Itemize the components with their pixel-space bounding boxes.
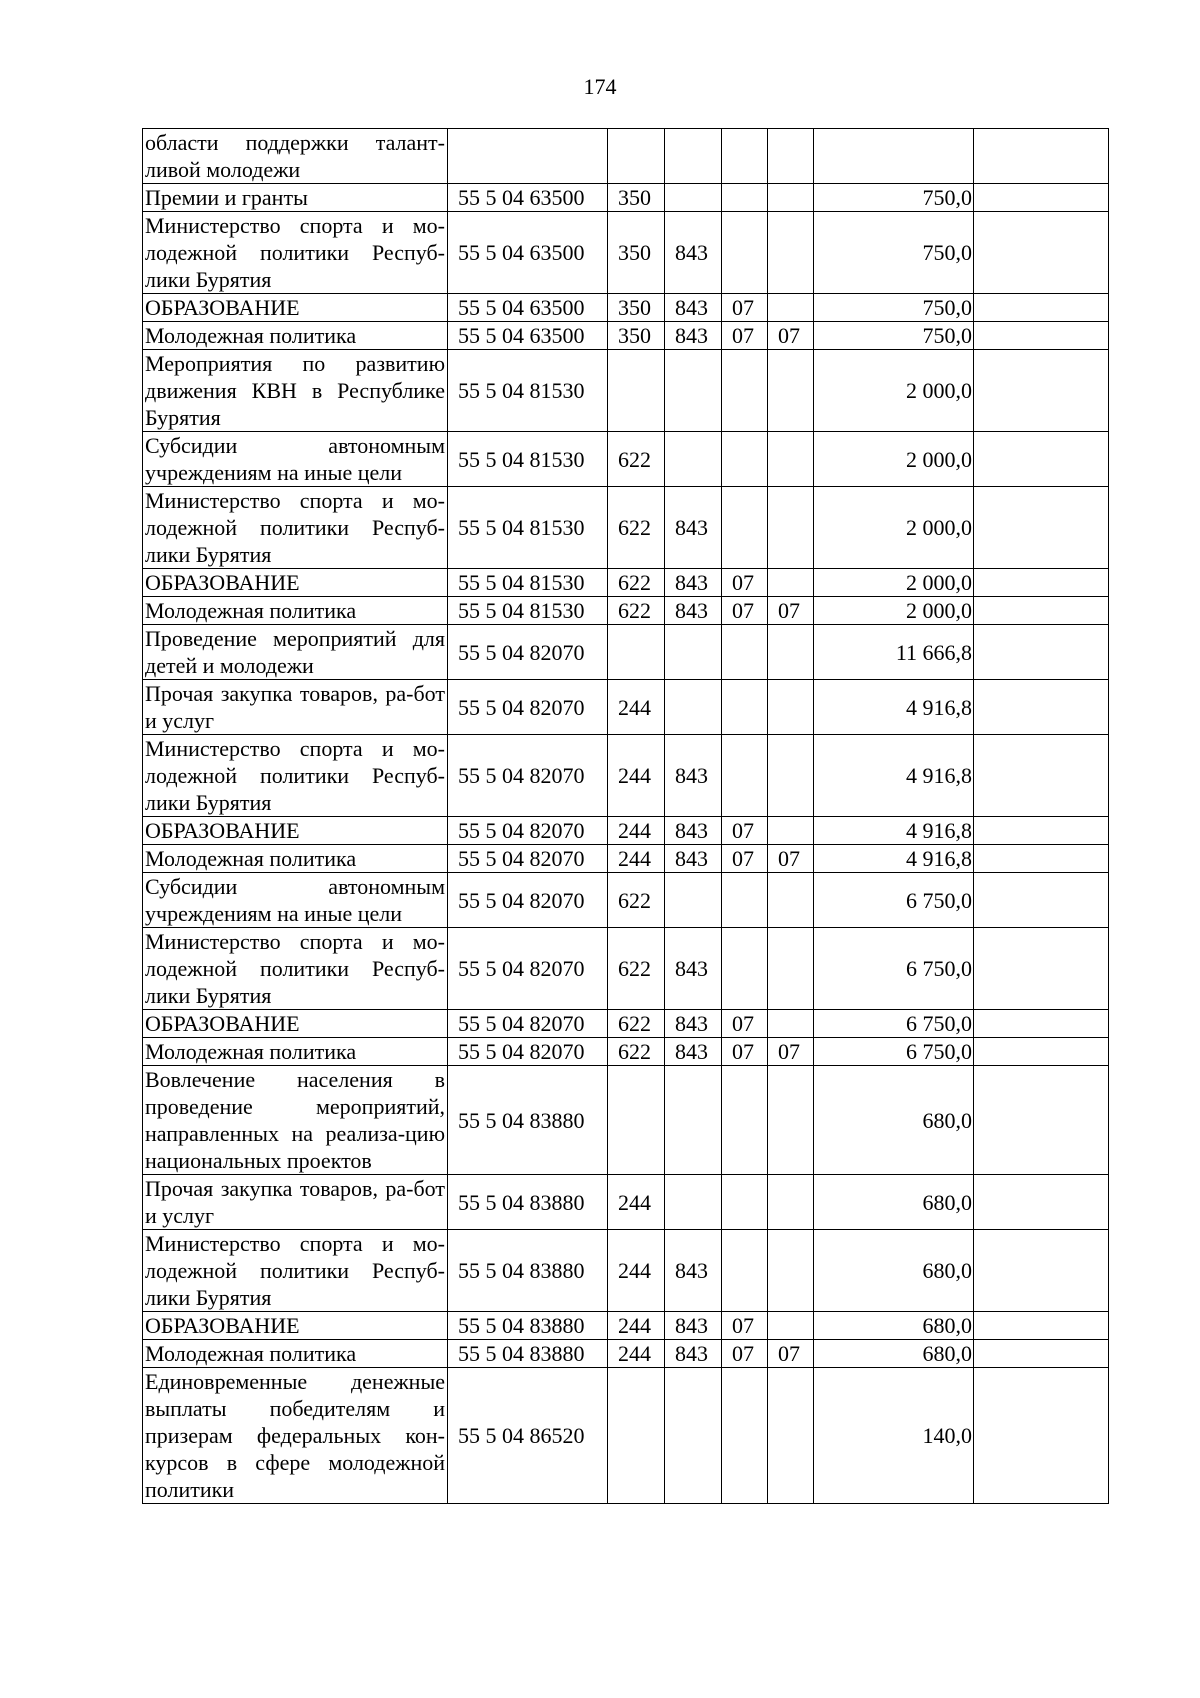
row-name-cell: Вовлечение населения в проведение мероприятий, направленных на реализа-цию национальных проектов [143,1066,448,1175]
expense-type-cell: 350 [608,294,665,322]
extra-amount-cell [974,212,1109,294]
target-code-cell: 55 5 04 63500 [448,184,608,212]
extra-amount-cell [974,322,1109,350]
ministry-code-cell: 843 [665,845,722,873]
table-row [143,1368,1109,1504]
section-cell [722,487,768,569]
ministry-code-cell [665,432,722,487]
target-code-cell: 55 5 04 82070 [448,817,608,845]
expense-type-cell: 350 [608,322,665,350]
row-name-cell: Премии и гранты [143,184,448,212]
extra-amount-cell [974,735,1109,817]
expense-type-cell: 244 [608,735,665,817]
row-name-cell: Министерство спорта и мо-лодежной политики Респуб-лики Бурятия [143,1230,448,1312]
table-row [143,597,1109,625]
amount-cell: 140,0 [814,1368,974,1504]
amount-cell: 6 750,0 [814,873,974,928]
subsection-cell [768,212,814,294]
row-name-cell: Молодежная политика [143,1038,448,1066]
row-name-cell: области поддержки талант-ливой молодежи [143,129,448,184]
ministry-code-cell: 843 [665,928,722,1010]
amount-cell: 6 750,0 [814,1010,974,1038]
target-code-cell: 55 5 04 83880 [448,1066,608,1175]
amount-cell: 11 666,8 [814,625,974,680]
extra-amount-cell [974,129,1109,184]
expense-type-cell: 350 [608,184,665,212]
section-cell [722,129,768,184]
section-cell [722,873,768,928]
target-code-cell: 55 5 04 81530 [448,350,608,432]
row-name-cell: Министерство спорта и мо-лодежной политики Респуб-лики Бурятия [143,212,448,294]
amount-cell: 680,0 [814,1340,974,1368]
table-row [143,1175,1109,1230]
table-row [143,129,1109,184]
target-code-cell: 55 5 04 86520 [448,1368,608,1504]
section-cell: 07 [722,817,768,845]
expense-type-cell: 622 [608,432,665,487]
ministry-code-cell: 843 [665,1312,722,1340]
section-cell: 07 [722,1010,768,1038]
expense-type-cell: 350 [608,212,665,294]
section-cell [722,625,768,680]
subsection-cell [768,928,814,1010]
target-code-cell: 55 5 04 82070 [448,1038,608,1066]
section-cell: 07 [722,1312,768,1340]
expense-type-cell: 244 [608,1175,665,1230]
subsection-cell [768,680,814,735]
amount-cell: 4 916,8 [814,680,974,735]
target-code-cell: 55 5 04 81530 [448,569,608,597]
section-cell [722,1230,768,1312]
extra-amount-cell [974,845,1109,873]
target-code-cell: 55 5 04 82070 [448,680,608,735]
table-row [143,1230,1109,1312]
extra-amount-cell [974,350,1109,432]
page-number: 174 [583,74,617,99]
row-name-cell: Министерство спорта и мо-лодежной политики Респуб-лики Бурятия [143,735,448,817]
expense-type-cell [608,129,665,184]
row-name-cell: Прочая закупка товаров, ра-бот и услуг [143,680,448,735]
amount-cell: 680,0 [814,1230,974,1312]
section-cell [722,212,768,294]
subsection-cell [768,569,814,597]
expense-type-cell: 244 [608,817,665,845]
amount-cell: 2 000,0 [814,487,974,569]
table-row [143,1066,1109,1175]
target-code-cell: 55 5 04 63500 [448,294,608,322]
target-code-cell: 55 5 04 83880 [448,1340,608,1368]
target-code-cell: 55 5 04 82070 [448,845,608,873]
table-row [143,487,1109,569]
expense-type-cell [608,350,665,432]
target-code-cell: 55 5 04 83880 [448,1175,608,1230]
extra-amount-cell [974,487,1109,569]
expense-type-cell: 622 [608,928,665,1010]
subsection-cell [768,1230,814,1312]
target-code-cell: 55 5 04 82070 [448,1010,608,1038]
subsection-cell [768,129,814,184]
subsection-cell [768,625,814,680]
target-code-cell: 55 5 04 81530 [448,597,608,625]
target-code-cell: 55 5 04 83880 [448,1312,608,1340]
section-cell [722,1368,768,1504]
ministry-code-cell [665,1175,722,1230]
amount-cell [814,129,974,184]
subsection-cell: 07 [768,1038,814,1066]
section-cell [722,350,768,432]
subsection-cell: 07 [768,322,814,350]
table-row [143,680,1109,735]
target-code-cell: 55 5 04 81530 [448,487,608,569]
table-row [143,294,1109,322]
row-name-cell: Молодежная политика [143,1340,448,1368]
subsection-cell: 07 [768,1340,814,1368]
target-code-cell: 55 5 04 82070 [448,735,608,817]
section-cell [722,1175,768,1230]
table-row [143,817,1109,845]
subsection-cell: 07 [768,597,814,625]
ministry-code-cell: 843 [665,212,722,294]
extra-amount-cell [974,928,1109,1010]
row-name-cell: Прочая закупка товаров, ра-бот и услуг [143,1175,448,1230]
subsection-cell [768,1368,814,1504]
row-name-cell: ОБРАЗОВАНИЕ [143,294,448,322]
row-name-cell: ОБРАЗОВАНИЕ [143,1010,448,1038]
ministry-code-cell: 843 [665,597,722,625]
row-name-cell: Молодежная политика [143,597,448,625]
section-cell: 07 [722,322,768,350]
expense-type-cell: 622 [608,873,665,928]
row-name-cell: Молодежная политика [143,322,448,350]
ministry-code-cell: 843 [665,1230,722,1312]
extra-amount-cell [974,1368,1109,1504]
extra-amount-cell [974,569,1109,597]
amount-cell: 4 916,8 [814,735,974,817]
target-code-cell [448,129,608,184]
extra-amount-cell [974,1340,1109,1368]
table-row [143,184,1109,212]
target-code-cell: 55 5 04 81530 [448,432,608,487]
target-code-cell: 55 5 04 82070 [448,928,608,1010]
table-row [143,322,1109,350]
table-row [143,1312,1109,1340]
target-code-cell: 55 5 04 63500 [448,322,608,350]
ministry-code-cell: 843 [665,1010,722,1038]
row-name-cell: Проведение мероприятий для детей и молодежи [143,625,448,680]
expense-type-cell [608,625,665,680]
amount-cell: 680,0 [814,1175,974,1230]
section-cell: 07 [722,845,768,873]
subsection-cell [768,873,814,928]
amount-cell: 6 750,0 [814,1038,974,1066]
row-name-cell: Министерство спорта и мо-лодежной политики Респуб-лики Бурятия [143,487,448,569]
table-row [143,1010,1109,1038]
table-body [143,129,1109,1504]
expense-type-cell: 244 [608,680,665,735]
table-row [143,350,1109,432]
row-name-cell: Субсидии автономным учреждениям на иные цели [143,873,448,928]
extra-amount-cell [974,432,1109,487]
row-name-cell: Субсидии автономным учреждениям на иные цели [143,432,448,487]
row-name-cell: ОБРАЗОВАНИЕ [143,1312,448,1340]
table-row [143,432,1109,487]
amount-cell: 680,0 [814,1066,974,1175]
amount-cell: 750,0 [814,184,974,212]
ministry-code-cell: 843 [665,487,722,569]
section-cell: 07 [722,597,768,625]
section-cell [722,184,768,212]
expense-type-cell: 622 [608,487,665,569]
table-row [143,569,1109,597]
extra-amount-cell [974,680,1109,735]
ministry-code-cell: 843 [665,569,722,597]
subsection-cell [768,350,814,432]
ministry-code-cell [665,1368,722,1504]
row-name-cell: Министерство спорта и мо-лодежной политики Респуб-лики Бурятия [143,928,448,1010]
section-cell [722,680,768,735]
ministry-code-cell: 843 [665,294,722,322]
row-name-cell: Молодежная политика [143,845,448,873]
ministry-code-cell: 843 [665,322,722,350]
extra-amount-cell [974,184,1109,212]
table-row [143,625,1109,680]
extra-amount-cell [974,1312,1109,1340]
expense-type-cell [608,1066,665,1175]
extra-amount-cell [974,294,1109,322]
subsection-cell [768,817,814,845]
expense-type-cell: 244 [608,845,665,873]
target-code-cell: 55 5 04 63500 [448,212,608,294]
amount-cell: 2 000,0 [814,569,974,597]
amount-cell: 680,0 [814,1312,974,1340]
target-code-cell: 55 5 04 82070 [448,873,608,928]
subsection-cell [768,1066,814,1175]
row-name-cell: ОБРАЗОВАНИЕ [143,817,448,845]
extra-amount-cell [974,1230,1109,1312]
amount-cell: 750,0 [814,294,974,322]
ministry-code-cell [665,680,722,735]
amount-cell: 2 000,0 [814,597,974,625]
amount-cell: 2 000,0 [814,432,974,487]
section-cell [722,432,768,487]
section-cell [722,1066,768,1175]
ministry-code-cell [665,350,722,432]
subsection-cell [768,1010,814,1038]
expense-type-cell [608,1368,665,1504]
ministry-code-cell: 843 [665,817,722,845]
section-cell: 07 [722,569,768,597]
target-code-cell: 55 5 04 82070 [448,625,608,680]
subsection-cell [768,432,814,487]
expense-type-cell: 622 [608,569,665,597]
table-row [143,1340,1109,1368]
expense-type-cell: 244 [608,1312,665,1340]
extra-amount-cell [974,873,1109,928]
table-row [143,845,1109,873]
ministry-code-cell [665,873,722,928]
ministry-code-cell: 843 [665,1038,722,1066]
extra-amount-cell [974,1175,1109,1230]
ministry-code-cell: 843 [665,1340,722,1368]
budget-table [142,128,1109,1504]
subsection-cell: 07 [768,845,814,873]
ministry-code-cell [665,184,722,212]
extra-amount-cell [974,817,1109,845]
ministry-code-cell [665,625,722,680]
row-name-cell: ОБРАЗОВАНИЕ [143,569,448,597]
subsection-cell [768,735,814,817]
extra-amount-cell [974,1038,1109,1066]
ministry-code-cell: 843 [665,735,722,817]
amount-cell: 4 916,8 [814,845,974,873]
section-cell [722,928,768,1010]
subsection-cell [768,487,814,569]
extra-amount-cell [974,625,1109,680]
amount-cell: 6 750,0 [814,928,974,1010]
expense-type-cell: 622 [608,597,665,625]
extra-amount-cell [974,1010,1109,1038]
ministry-code-cell [665,1066,722,1175]
table-row [143,212,1109,294]
table-row [143,1038,1109,1066]
table-row [143,873,1109,928]
expense-type-cell: 244 [608,1340,665,1368]
expense-type-cell: 244 [608,1230,665,1312]
amount-cell: 4 916,8 [814,817,974,845]
extra-amount-cell [974,1066,1109,1175]
row-name-cell: Мероприятия по развитию движения КВН в Республике Бурятия [143,350,448,432]
extra-amount-cell [974,597,1109,625]
section-cell: 07 [722,1038,768,1066]
ministry-code-cell [665,129,722,184]
amount-cell: 750,0 [814,212,974,294]
amount-cell: 750,0 [814,322,974,350]
amount-cell: 2 000,0 [814,350,974,432]
expense-type-cell: 622 [608,1010,665,1038]
target-code-cell: 55 5 04 83880 [448,1230,608,1312]
row-name-cell: Единовременные денежные выплаты победителям и призерам федеральных кон-курсов в сфере молодежной политики [143,1368,448,1504]
subsection-cell [768,294,814,322]
subsection-cell [768,184,814,212]
section-cell: 07 [722,1340,768,1368]
subsection-cell [768,1175,814,1230]
section-cell: 07 [722,294,768,322]
table-row [143,735,1109,817]
section-cell [722,735,768,817]
expense-type-cell: 622 [608,1038,665,1066]
subsection-cell [768,1312,814,1340]
table-row [143,928,1109,1010]
